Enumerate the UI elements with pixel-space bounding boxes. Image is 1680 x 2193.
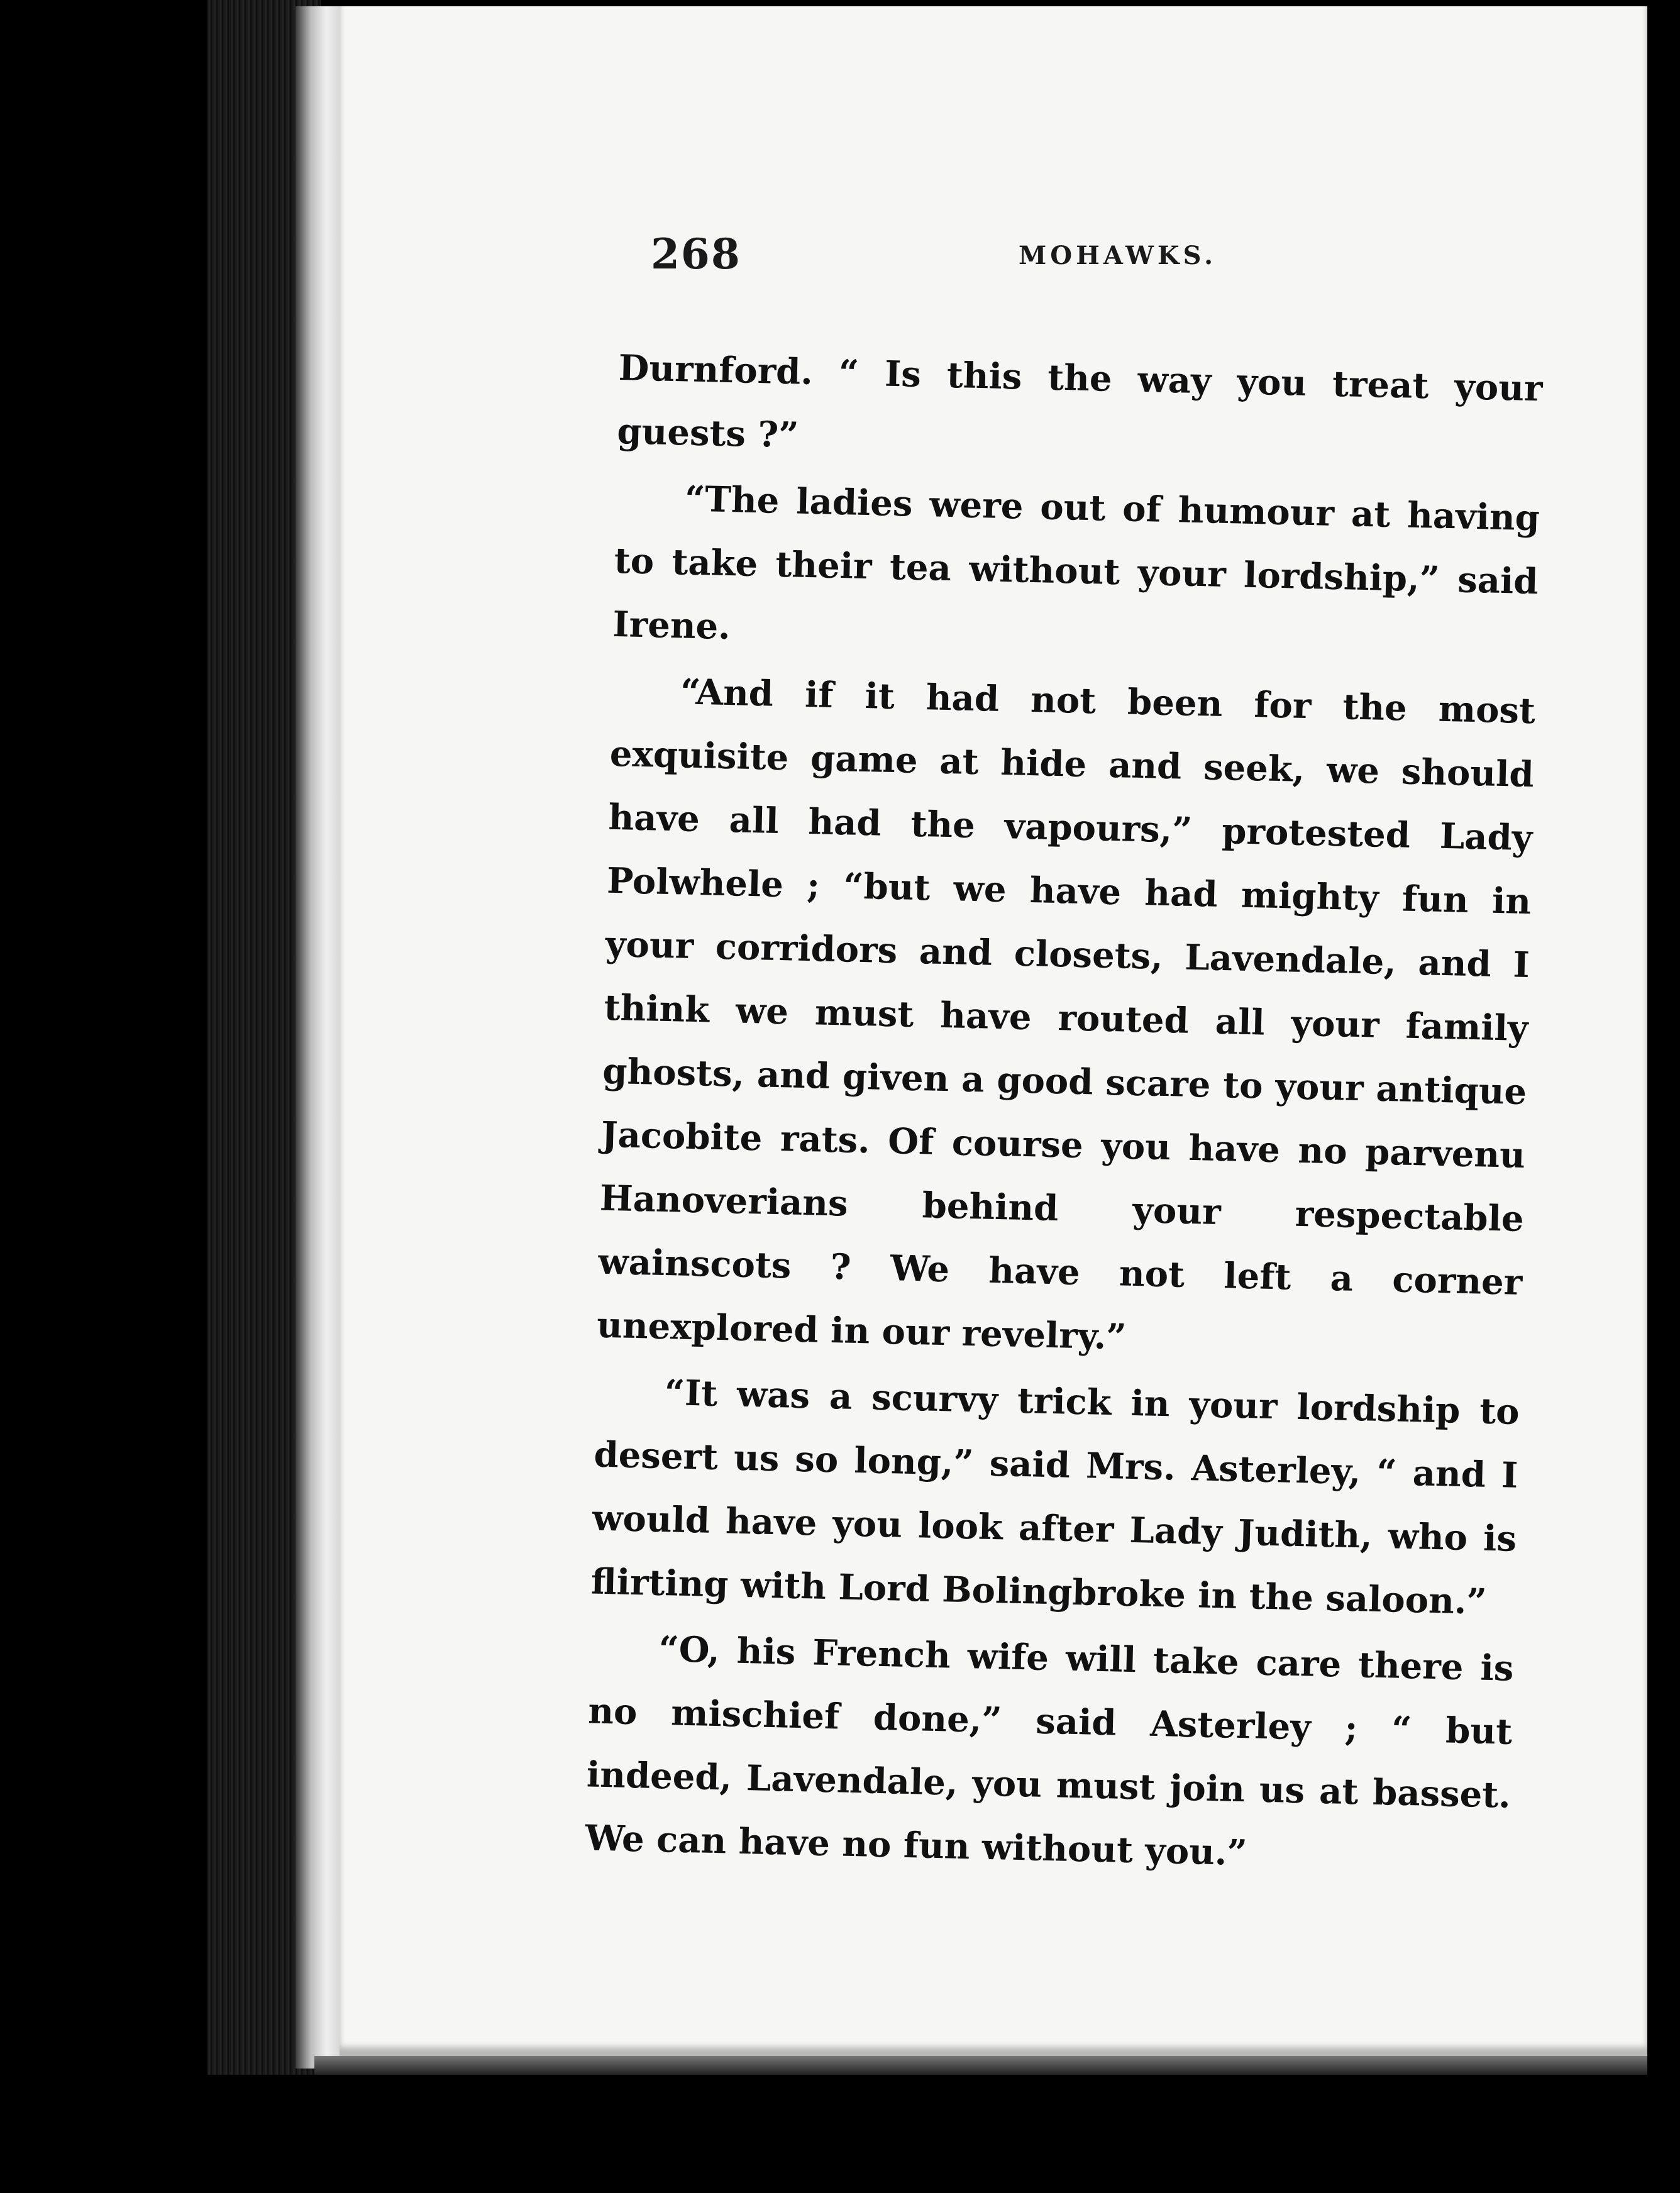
page-bottom-shadow xyxy=(314,2056,1666,2075)
text-body xyxy=(585,336,1544,1891)
right-margin-strip xyxy=(1647,0,1680,2193)
paragraph-5: “O, his French wife will take care there is no mischief done,” said Asterley ; “ but indeed, Lavendale, you must join us at basset. We can have no fun without you.” xyxy=(585,1628,1515,1874)
running-title: MOHAWKS. xyxy=(1019,241,1217,270)
paragraph-3: “And if it had not been for the most exquisite game at hide and seek, we should have all had the vapours,” protested Lady Polwhele ; “but we have had mighty fun in your corridors and closets, Lavendale, and I think we must have routed all your family ghosts, and given a good scare to your antique Jacobite rats. Of course you have no parvenu Hanoverians behind your respectable wainscots ? We have not left a corner unexplored in our revelry.” xyxy=(596,671,1536,1358)
paragraph-4: “It was a scurvy trick in your lordship to desert us so long,” said Mrs. Asterley, “ and I would have you look after Lady Judith, who is flirting with Lord Bolingbroke in the saloon.” xyxy=(590,1372,1520,1623)
page-number: 268 xyxy=(651,229,741,279)
paragraph-2: “The ladies were out of humour at having to take their tea without your lordship,” said Irene. xyxy=(612,478,1540,648)
paragraph-1: Durnford. “ Is this the way you treat your guests ?” xyxy=(616,346,1544,456)
page-edge xyxy=(296,6,340,2069)
running-head xyxy=(651,229,1531,286)
